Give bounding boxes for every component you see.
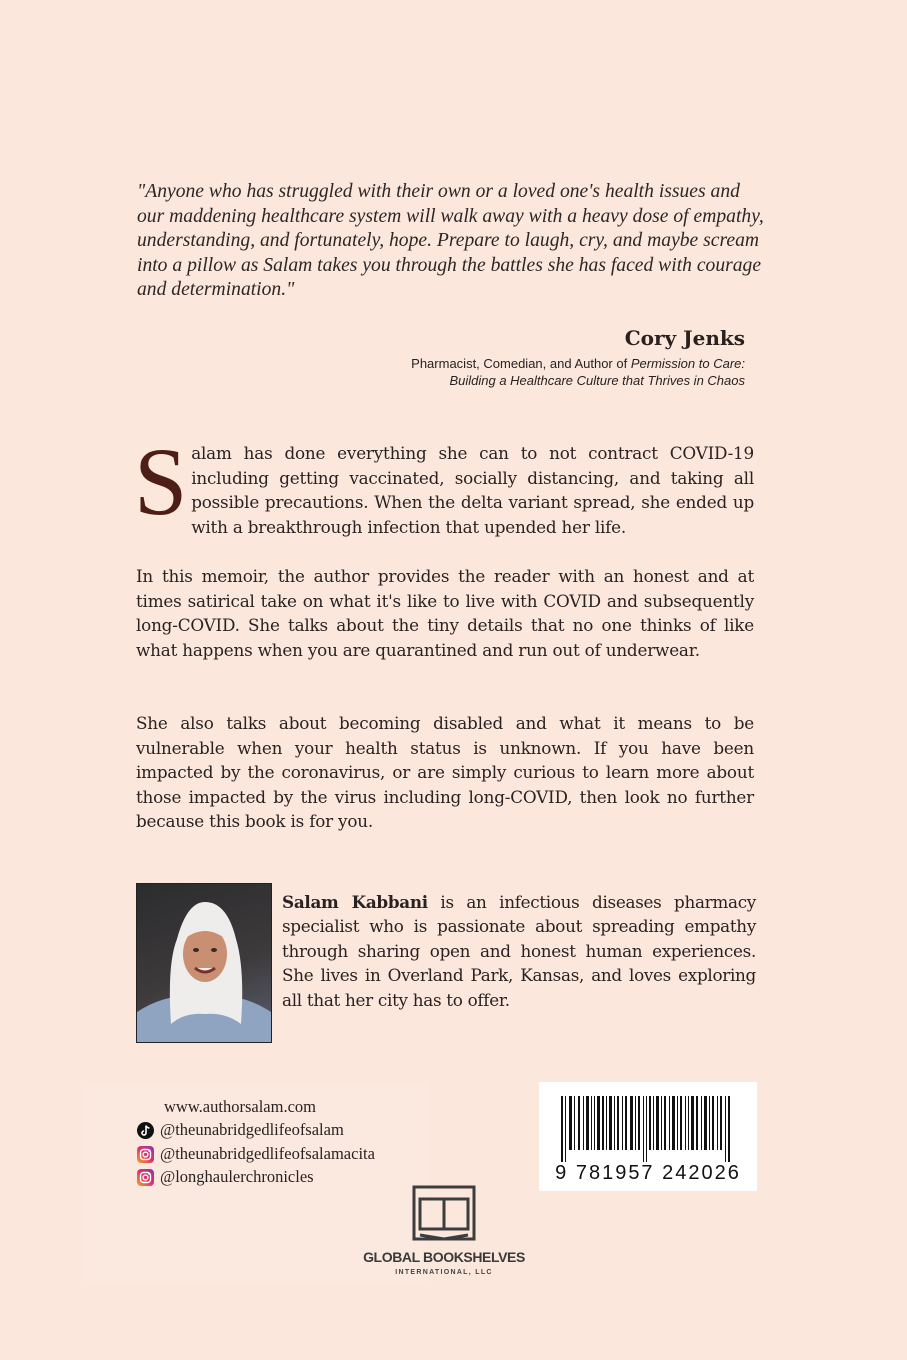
instagram-handle-2[interactable] [137, 1166, 314, 1188]
isbn-barcode [539, 1082, 757, 1191]
testimonial-book-title-2: Building a Healthcare Culture that Thrives in Chaos [449, 373, 745, 388]
author-bio-text: is an infectious diseases pharmacy specialist who is passionate about spreading empathy through sharing open and honest human experiences. She lives in Overland Park, Kansas, and loves exploring all that her city has to offer. [282, 892, 756, 1010]
author-bio [282, 890, 756, 1012]
blurb-paragraph-1 [134, 428, 754, 539]
instagram-icon [137, 1169, 154, 1186]
instagram-icon [137, 1146, 154, 1163]
website-text: www.authorsalam.com [164, 1097, 316, 1116]
testimonial-quote: "Anyone who has struggled with their own or a loved one's health issues and our maddening healthcare system will walk away with a heavy dose of empathy, understanding, and fortunately, hope. Prepare to laugh, cry, and maybe scream into a pillow as Salam takes you through the battles she has faced with courage and determination." [137, 181, 764, 300]
instagram-handle-1[interactable] [137, 1143, 375, 1165]
publisher-subtitle: INTERNATIONAL, LLC [395, 1269, 493, 1276]
instagram-2-text: @longhaulerchronicles [160, 1167, 314, 1186]
blurb-paragraph-1-text: alam has done everything she can to not contract COVID-19 including getting vaccinated, socially distancing, and taking all possible precautions. When the delta variant spread, she ended up with a breakthrough infection that upended her life. [191, 443, 754, 537]
publisher-name: GLOBAL BOOKSHELVES [363, 1249, 525, 1265]
isbn-digits: 9 781957 242026 [555, 1162, 741, 1184]
testimonial-author-name: Cory Jenks [624, 326, 745, 350]
testimonial-role-prefix: Pharmacist, Comedian, and Author of [411, 356, 631, 371]
barcode-bars [539, 1082, 757, 1162]
testimonial-author-role [245, 355, 745, 372]
book-icon [358, 1183, 530, 1247]
publisher-logo [358, 1183, 530, 1283]
author-name: Salam Kabbani [282, 892, 428, 912]
tiktok-text: @theunabridgedlifeofsalam [160, 1120, 344, 1139]
blurb-paragraph-3: She also talks about becoming disabled and what it means to be vulnerable when your health status is unknown. If you have been impacted by the coronavirus, or are simply curious to learn more about those impacted by the virus including long-COVID, then look no further because this book is for you. [136, 713, 754, 832]
author-photo [136, 883, 272, 1043]
tiktok-icon [137, 1122, 154, 1139]
instagram-1-text: @theunabridgedlifeofsalamacita [160, 1144, 375, 1163]
blurb-paragraph-2: In this memoir, the author provides the reader with an honest and at times satirical take on what it's like to live with COVID and subsequently long-COVID. She talks about the tiny details that no one thinks of like what happens when you are quarantined and run out of underwear. [136, 566, 754, 660]
testimonial-book-subtitle [245, 372, 745, 389]
tiktok-handle[interactable] [137, 1119, 344, 1141]
website-link[interactable] [164, 1096, 316, 1118]
testimonial-book-title-1: Permission to Care: [630, 356, 745, 371]
blurb-dropcap: S [134, 428, 188, 535]
